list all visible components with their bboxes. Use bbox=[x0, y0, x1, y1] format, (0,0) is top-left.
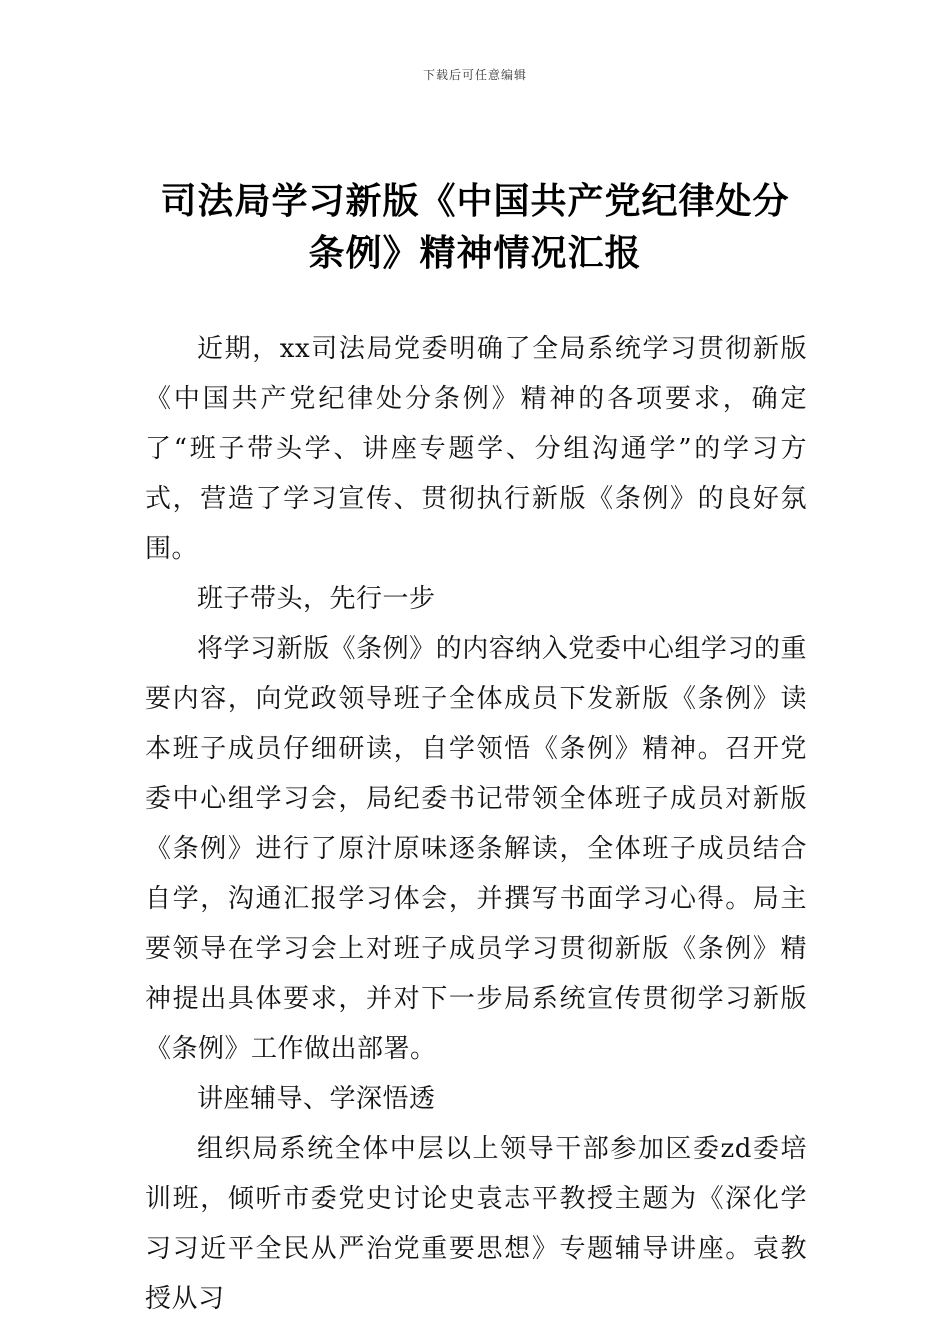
section-heading-2: 讲座辅导、学深悟透 bbox=[197, 1084, 436, 1114]
paragraph-section-1: 将学习新版《条例》的内容纳入党委中心组学习的重要内容，向党政领导班子全体成员下发新版《条例》读本班子成员仔细研读，自学领悟《条例》精神。召开党委中心组学习会，局纪委书记带领全体班子成员对新版《条例》进行了原汁原味逐条解读，全体班子成员结合自学，沟通汇报学习体会，并撰写书面学习心得。局主要领导在学习会上对班子成员学习贯彻新版《条例》精神提出具体要求，并对下一步局系统宣传贯彻学习新版《条例》工作做出部署。 bbox=[145, 634, 807, 1064]
document-body bbox=[145, 324, 807, 1324]
paragraph-section-2: 组织局系统全体中层以上领导干部参加区委zd委培训班，倾听市委党史讨论史袁志平教授主题为《深化学习习近平全民从严治党重要思想》专题辅导讲座。袁教授从习 bbox=[145, 1134, 807, 1314]
document-title: 司法局学习新版《中国共产党纪律处分条例》精神情况汇报 bbox=[160, 181, 790, 274]
section-heading-1: 班子带头，先行一步 bbox=[197, 584, 436, 614]
header-note: 下载后可任意编辑 bbox=[422, 68, 527, 82]
paragraph-intro: 近期，xx司法局党委明确了全局系统学习贯彻新版《中国共产党纪律处分条例》精神的各项要求，确定了“班子带头学、讲座专题学、分组沟通学”的学习方式，营造了学习宣传、贯彻执行新版《条例》的良好氛围。 bbox=[145, 334, 807, 564]
